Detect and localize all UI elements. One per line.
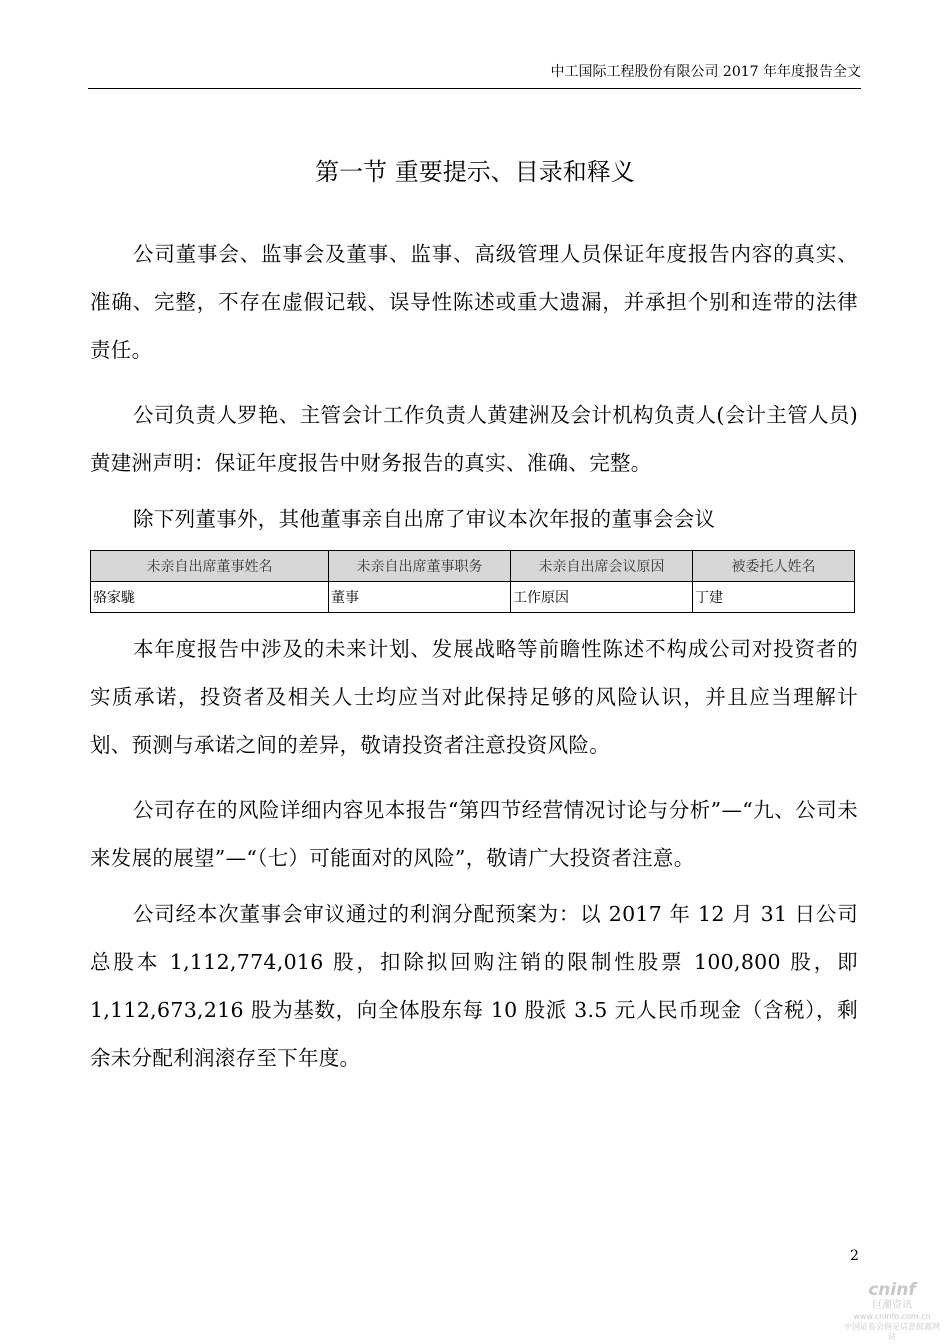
paragraph-responsible-persons: 公司负责人罗艳、主管会计工作负责人黄建洲及会计机构负责人(会计主管人员)黄建洲声明：保证年度报告中财务报告的真实、准确、完整。 — [90, 403, 858, 475]
table-cell: 丁建 — [693, 582, 855, 613]
absent-directors-table — [90, 550, 855, 613]
table-header-cell: 未亲自出席会议原因 — [511, 551, 693, 582]
logo-footer: 中国证监会指定信息披露网站 — [844, 1322, 940, 1341]
table-header-cell: 未亲自出席董事姓名 — [91, 551, 329, 582]
section-title: 第一节 重要提示、目录和释义 — [315, 158, 635, 186]
paragraph-forward-looking: 本年度报告中涉及的未来计划、发展战略等前瞻性陈述不构成公司对投资者的实质承诺，投资者及相关人士均应当对此保持足够的风险认识，并且应当理解计划、预测与承诺之间的差异，敬请投资者注意投资风险。 — [90, 637, 858, 757]
table-cell: 骆家駹 — [91, 582, 329, 613]
table-header-row — [91, 551, 855, 582]
table-cell: 工作原因 — [511, 582, 693, 613]
paragraph-risk: 公司存在的风险详细内容见本报告“第四节经营情况讨论与分析”—“九、公司未来发展的展望”—“（七）可能面对的风险”，敬请广大投资者注意。 — [90, 798, 858, 870]
logo-name: 巨潮资讯 — [872, 1300, 912, 1311]
logo-url: www.cninfo.com.cn — [853, 1312, 931, 1321]
logo-brand: cninf — [868, 1280, 916, 1300]
page-header: 中工国际工程股份有限公司 2017 年年度报告全文 — [88, 62, 861, 89]
page-number: 2 — [850, 1248, 859, 1264]
table-cell: 董事 — [329, 582, 511, 613]
table-header-cell: 被委托人姓名 — [693, 551, 855, 582]
paragraph-profit-distribution: 公司经本次董事会审议通过的利润分配预案为：以 2017 年 12 月 31 日公司总股本 1,112,774,016 股，扣除拟回购注销的限制性股票 100,800 股，即 1,112,673,216 股为基数，向全体股东每 10 股派 3.5 元人民币现金（含税），剩余未分配利润滚存至下年度。 — [90, 902, 858, 1070]
cninfo-logo — [842, 1281, 942, 1342]
table-row — [91, 582, 855, 613]
paragraph-board-guarantee: 公司董事会、监事会及董事、监事、高级管理人员保证年度报告内容的真实、准确、完整，不存在虚假记载、误导性陈述或重大遗漏，并承担个别和连带的法律责任。 — [90, 242, 858, 362]
paragraph-attendance: 除下列董事外，其他董事亲自出席了审议本次年报的董事会会议 — [133, 507, 716, 531]
table-header-cell: 未亲自出席董事职务 — [329, 551, 511, 582]
